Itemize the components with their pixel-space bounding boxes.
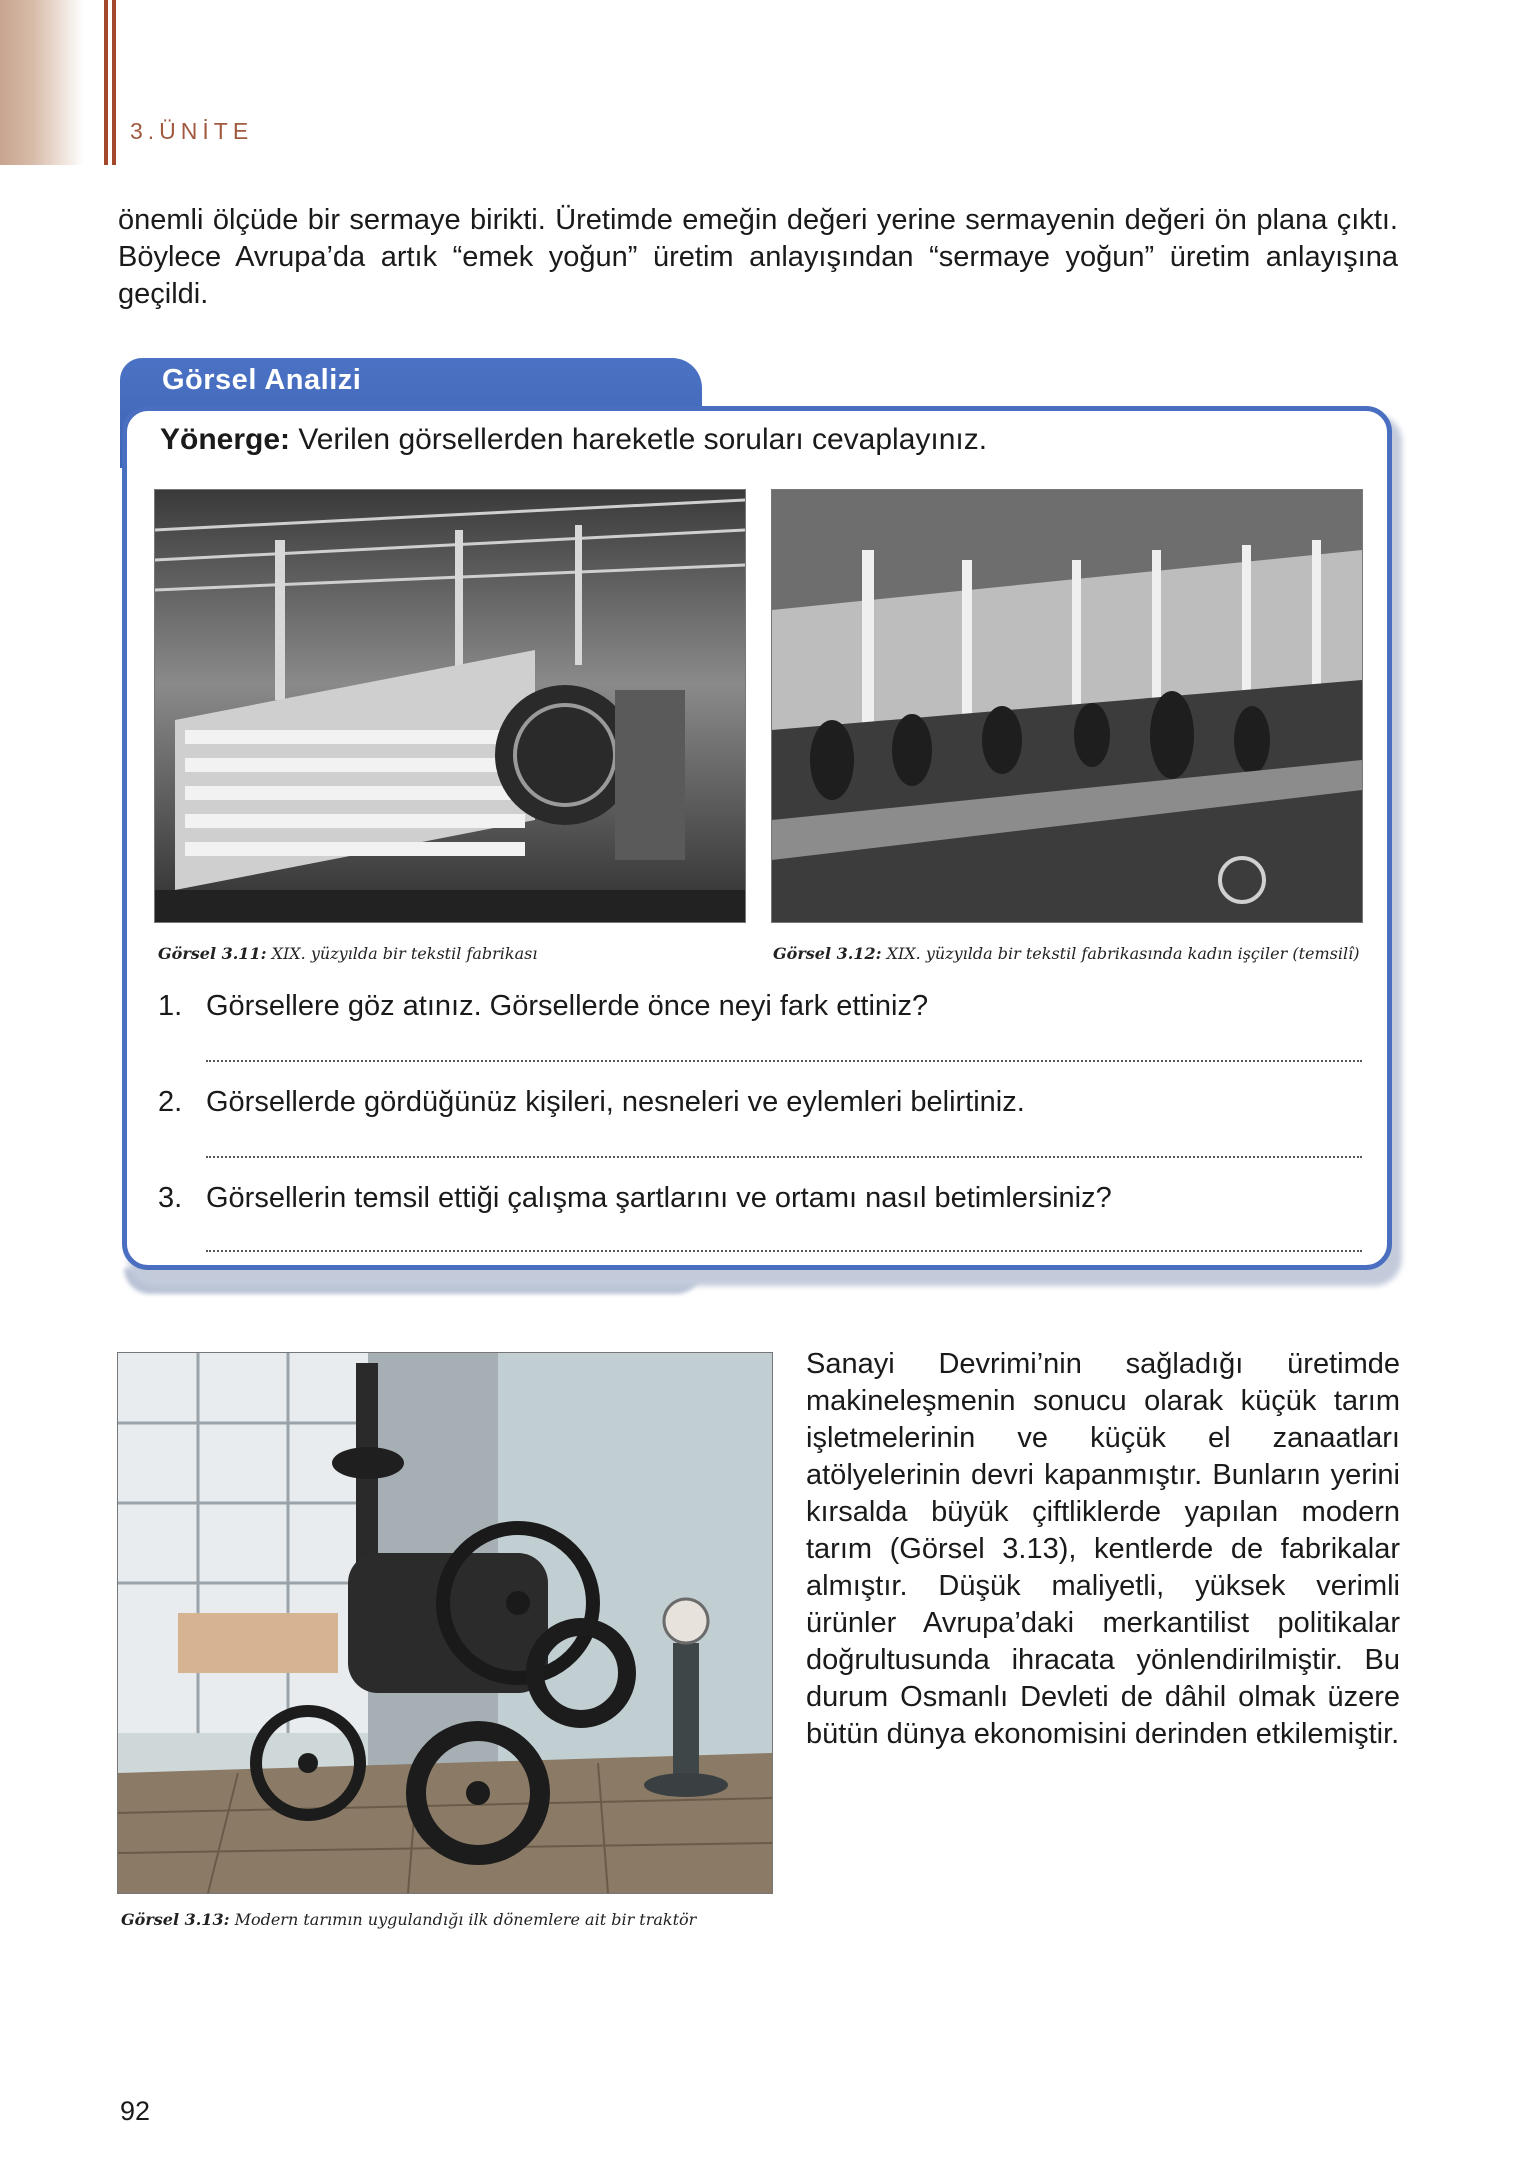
question-2: [158, 1086, 1025, 1119]
intro-paragraph: önemli ölçüde bir sermaye birikti. Üretimde emeğin değeri yerine sermayenin değeri ön plana çıktı. Böylece Avrupa’da artık “emek yoğun” üretim anlayışından “sermaye yoğun” üretim anlayışına geçildi.: [118, 204, 1398, 310]
textile-factory-illustration: [155, 490, 745, 922]
instruction: [160, 423, 987, 457]
question-2-number: 2.: [158, 1086, 183, 1118]
answer-line-2[interactable]: [206, 1156, 1362, 1158]
photo-women-workers: [771, 489, 1363, 923]
caption-3-12-text: XIX. yüzyılda bir tekstil fabrikasında kadın işçiler (temsilî): [886, 944, 1360, 963]
question-3: [158, 1182, 1112, 1215]
header-rule-right: [112, 0, 116, 165]
question-3-number: 3.: [158, 1182, 183, 1214]
caption-3-13: [121, 1910, 696, 1929]
side-paragraph: Sanayi Devrimi’nin sağladığı üretimde makineleşmenin sonucu olarak küçük tarım işletmelerinin ve küçük el zanaatları atölyelerinin devri kapanmıştır. Bunların yerini kırsalda büyük çiftliklerde yapılan modern tarım (Görsel 3.13), kentlerde de fabrikalar almıştır. Düşük maliyetli, yüksek verimli ürünler Avrupa’daki merkantilist politikalar doğrultusunda ihracata yönlendirilmiştir. Bu durum Osmanlı Devleti de dâhil olmak üzere bütün dünya ekonomisini derinden etkilemiştir.: [806, 1348, 1400, 1750]
question-1-number: 1.: [158, 990, 183, 1022]
caption-3-11-label: Görsel 3.11:: [158, 944, 267, 963]
instruction-text: Verilen görsellerden hareketle soruları cevaplayınız.: [298, 423, 988, 456]
photo-tractor: [117, 1352, 773, 1894]
question-3-text: Görsellerin temsil ettiği çalışma şartlarını ve ortamı nasıl betimlersiniz?: [206, 1182, 1112, 1214]
header-rule-left: [104, 0, 108, 165]
question-1: [158, 990, 928, 1023]
page-number: 92: [120, 2096, 151, 2126]
question-1-text: Görsellere göz atınız. Görsellerde önce neyi fark ettiniz?: [206, 990, 929, 1022]
caption-3-11: [158, 944, 537, 963]
caption-3-12: [773, 944, 1359, 963]
unit-label: 3.ÜNİTE: [130, 118, 254, 144]
answer-line-3[interactable]: [206, 1250, 1362, 1252]
tractor-illustration: [118, 1353, 772, 1893]
caption-3-12-label: Görsel 3.12:: [773, 944, 882, 963]
question-2-text: Görsellerde gördüğünüz kişileri, nesneleri ve eylemleri belirtiniz.: [206, 1086, 1025, 1118]
answer-line-1[interactable]: [206, 1060, 1362, 1062]
women-workers-illustration: [772, 490, 1362, 922]
caption-3-11-text: XIX. yüzyılda bir tekstil fabrikası: [271, 944, 538, 963]
photo-textile-factory: [154, 489, 746, 923]
caption-3-13-label: Görsel 3.13:: [121, 1910, 230, 1929]
analysis-title: Görsel Analizi: [162, 364, 362, 396]
corner-decoration: [0, 0, 84, 165]
caption-3-13-text: Modern tarımın uygulandığı ilk dönemlere ait bir traktör: [234, 1910, 697, 1929]
instruction-label: Yönerge:: [160, 423, 291, 456]
